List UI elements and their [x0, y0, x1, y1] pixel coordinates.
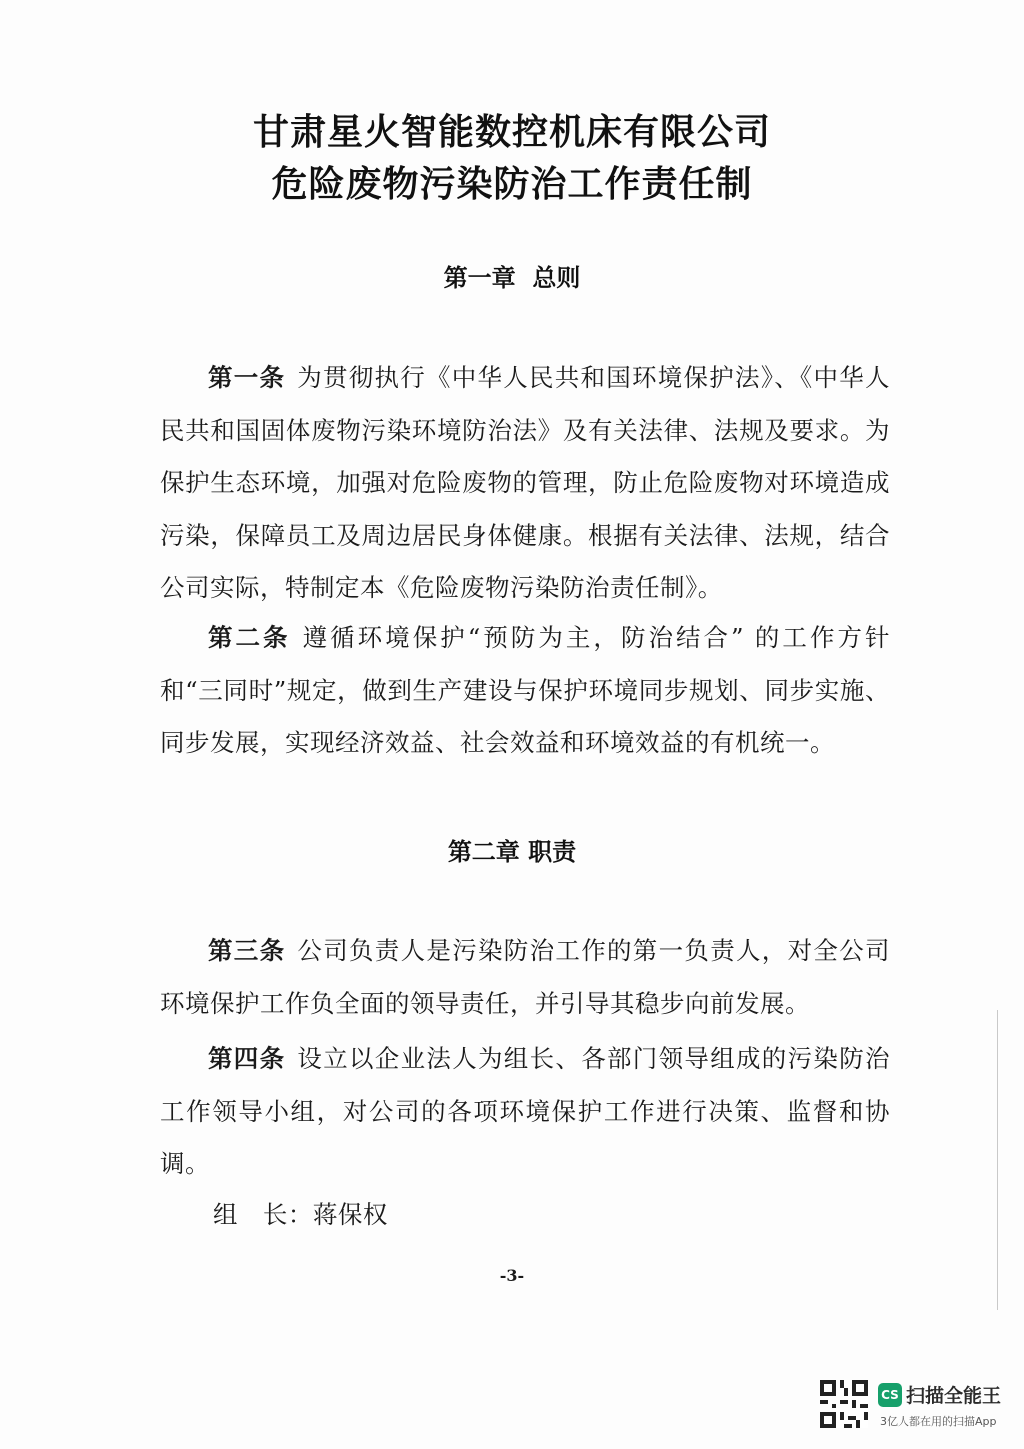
- camscanner-logo-icon: CS: [878, 1383, 902, 1407]
- article-4-text: 设立以企业法人为组长、各部门领导组成的污染防治工作领导小组，对公司的各项环境保护工作进行决策、监督和协调。: [160, 1044, 891, 1178]
- watermark-app-name: 扫描全能王: [906, 1385, 1002, 1407]
- document-title-line2: 危险废物污染防治工作责任制: [271, 164, 753, 205]
- page-number: -3-: [499, 1266, 525, 1285]
- article-1-label: 第一条: [208, 363, 286, 392]
- article-3: [160, 925, 890, 1030]
- article-1: [160, 352, 890, 615]
- article-2: [160, 612, 890, 770]
- article-2-text: 遵循环境保护“预防为主，防治结合” 的工作方针和“三同时”规定，做到生产建设与保护环境同步规划、同步实施、同步发展，实现经济效益、社会效益和环境效益的有机统一。: [160, 623, 891, 757]
- scan-edge-line: [997, 1010, 998, 1310]
- chapter-heading-2: 第二章 职责: [447, 838, 577, 866]
- article-2-label: 第二条: [208, 623, 291, 652]
- article-3-text: 公司负责人是污染防治工作的第一负责人，对全公司环境保护工作负全面的领导责任，并引导其稳步向前发展。: [160, 936, 891, 1018]
- qr-code-icon: [820, 1380, 868, 1428]
- article-4: [160, 1033, 890, 1191]
- article-3-label: 第三条: [208, 936, 286, 965]
- article-4-label: 第四条: [208, 1044, 286, 1073]
- chapter-heading-1: 第一章 总则: [443, 264, 581, 292]
- watermark-tagline: 3亿人都在用的扫描App: [880, 1415, 997, 1428]
- article-1-text: 为贯彻执行《中华人民共和国环境保护法》、《中华人民共和国固体废物污染环境防治法》及有关法律、法规及要求。为保护生态环境，加强对危险废物的管理，防止危险废物对环境造成污染，保障员工及周边居民身体健康。根据有关法律、法规，结合公司实际，特制定本《危险废物污染防治责任制》。: [160, 363, 890, 602]
- document-title-line1: 甘肃星火智能数控机床有限公司: [252, 112, 771, 153]
- scanner-watermark: [820, 1380, 1010, 1436]
- group-leader-line: 组 长：蒋保权: [213, 1200, 388, 1229]
